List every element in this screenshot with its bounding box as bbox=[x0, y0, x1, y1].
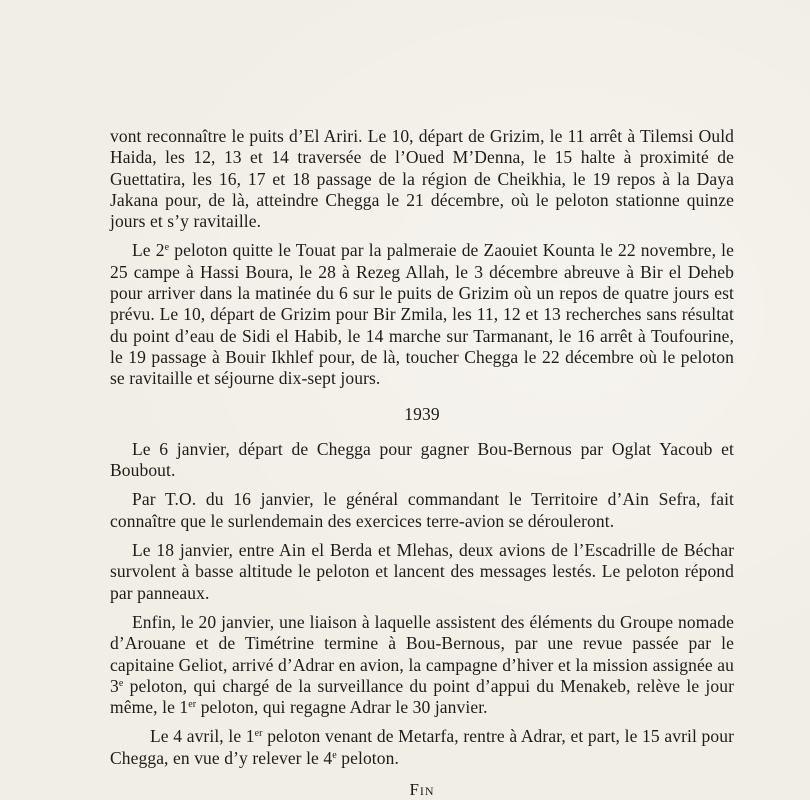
body-text bbox=[110, 126, 734, 800]
paragraph-continuation: vont reconnaître le puits d’El Ariri. Le 10, départ de Grizim, le 11 arrêt à Tilemsi Ould Haida, les 12, 13 et 14 traversée de l’Oued M’Denna, le 15 halte à proximité de Guettatira, les 16, 17 et 18 passage de la région de Cheikhia, le 19 repos à la Daya Jakana pour, de là, atteindre Chegga le 21 décembre, où le peloton stationne quinze jours et s’y ravitaille. bbox=[110, 126, 734, 232]
paragraph-20-janvier: Enfin, le 20 janvier, une liaison à laquelle assistent des éléments du Groupe nomade d’Arouane et de Timétrine termine à Bou-Bernous, par une revue passée par le capitaine Geliot, arrivé d’Adrar en avion, la campagne d’hiver et la mission assignée au 3e peloton, qui chargé de la surveillance du point d’appui du Menakeb, relève le jour même, le 1er peloton, qui regagne Adrar le 30 janvier. bbox=[110, 611, 734, 718]
paragraph-4-avril: Le 4 avril, le 1er peloton venant de Metarfa, rentre à Adrar, et part, le 15 avril pour Chegga, en vue d’y relever le 4e peloton. bbox=[110, 726, 734, 768]
year-heading: 1939 bbox=[404, 403, 440, 424]
paragraph-18-janvier: Le 18 janvier, entre Ain el Berda et Mlehas, deux avions de l’Escadrille de Béchar survolent à basse altitude le peloton et lancent des messages lestés. Le peloton répond par panneaux. bbox=[110, 540, 734, 603]
ordinal-suffix: e bbox=[164, 242, 170, 254]
ordinal-suffix: e bbox=[332, 749, 337, 761]
paragraph-16-janvier: Par T.O. du 16 janvier, le général commandant le Territoire d’Ain Sefra, fait connaître que le surlendemain des exercices terre-avion se dérouleront. bbox=[110, 489, 734, 531]
end-mark: Fin bbox=[409, 780, 435, 800]
paragraph-6-janvier: Le 6 janvier, départ de Chegga pour gagner Bou-Bernous par Oglat Yacoub et Boubout. bbox=[110, 438, 734, 481]
ordinal-suffix: er bbox=[254, 728, 263, 740]
ordinal-suffix: e bbox=[118, 677, 124, 689]
ordinal-suffix: er bbox=[188, 699, 197, 711]
paragraph-2e-peloton: Le 2e peloton quitte le Touat par la palmeraie de Zaouiet Kounta le 22 novembre, le 25 campe à Hassi Boura, le 28 à Rezeg Allah, le 3 décembre abreuve à Bir el Deheb pour arriver dans la matinée du 6 sur le puits de Grizim où un repos de quatre jours est prévu. Le 10, départ de Grizim pour Bir Zmila, les 11, 12 et 13 recherches sans résultat du point d’eau de Sidi el Habib, le 14 marche sur Tarmanant, le 16 arrêt à Toufourine, le 19 passage à Bouir Ikhlef pour, de là, toucher Chegga le 22 décembre où le peloton se ravitaille et séjourne dix-sept jours. bbox=[110, 240, 734, 389]
